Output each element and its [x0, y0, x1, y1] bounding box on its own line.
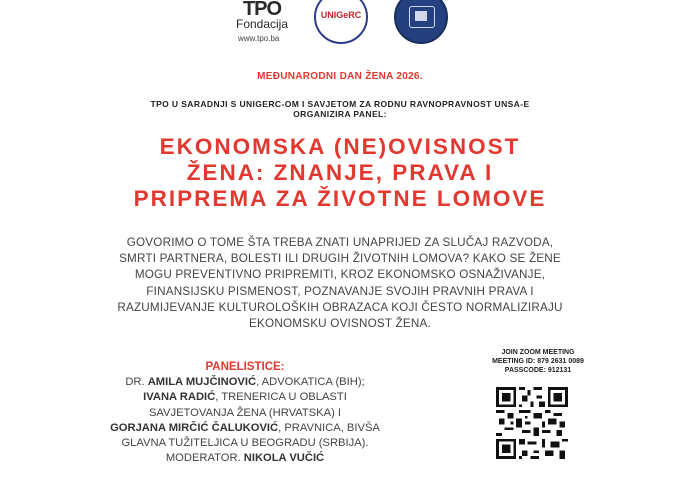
moderator: [80, 451, 410, 466]
qr-finder-top-left: [496, 387, 516, 407]
panelist-2-role-cont: SAVJETOVANJA ŽENA (HRVATSKA) I: [148, 406, 342, 419]
tpo-logo-name: Fondacija: [235, 17, 289, 31]
panelist-1-role: , ADVOKATICA (BIH);: [256, 376, 365, 389]
panelists-section: [80, 360, 410, 466]
zoom-info: [478, 348, 598, 375]
panelist-1-prefix: DR.: [125, 376, 145, 389]
description-line-4: FINANSIJSKU PISMENOST, POZNAVANJE SVOJIH PRAVNIH PRAVA I: [146, 284, 534, 298]
zoom-passcode: PASSCODE: 912131: [504, 367, 572, 374]
organizer-line-1: TPO U SARADNJI S UNIGERC-OM I SAVJETOM ZA RODNU RAVNOPRAVNOST UNSA-E: [150, 99, 530, 109]
organizer-line-2: ORGANIZIRA PANEL:: [293, 109, 387, 119]
panelist-3: [80, 421, 410, 436]
panelist-3-role: , PRAVNICA, BIVŠA: [278, 421, 380, 434]
panelist-1-name: AMILA MUJČINOVIĆ: [147, 376, 257, 389]
moderator-name: NIKOLA VUČIĆ: [243, 452, 325, 465]
qr-finder-bottom-left: [496, 439, 516, 459]
tpo-logo-mark: TPO: [242, 0, 282, 20]
panelist-2-name: IVANA RADIĆ: [143, 391, 216, 404]
unigerc-logo: [314, 0, 368, 44]
panelist-3-name: GORJANA MIRČIĆ ČALUKOVIĆ: [110, 421, 279, 434]
description-line-2: SMRTI PARTNERA, BOLESTI ILI DRUGIH ŽIVOTNIH LOMOVA? KAKO SE ŽENE: [119, 252, 561, 266]
organizer-text: [0, 99, 680, 119]
zoom-meeting-id: MEETING ID: 879 2631 0089: [492, 358, 584, 365]
building-icon: [415, 11, 427, 21]
description-line-1: GOVORIMO O TOME ŠTA TREBA ZNATI UNAPRIJED ZA SLUČAJ RAZVODA,: [126, 236, 554, 249]
title-line-3: PRIPREMA ZA ŽIVOTNE LOMOVE: [133, 186, 547, 211]
unigerc-logo-text: UNIGeRC: [320, 10, 362, 20]
description-line-5: RAZUMIJEVANJE KULTUROLOŠKIH OBRAZACA KOJI ČESTO NORMALIZIRAJU: [117, 300, 563, 314]
description-line-6: EKONOMSKU OVISNOST ŽENA.: [249, 317, 431, 331]
zoom-qr-code[interactable]: [496, 387, 568, 459]
zoom-join-label: JOIN ZOOM MEETING: [501, 349, 575, 356]
panelist-3-role-cont: GLAVNA TUŽITELJICA U BEOGRADU (SRBIJA).: [121, 437, 369, 450]
panelist-2: [80, 390, 410, 405]
panelist-1: [80, 375, 410, 390]
moderator-label: MODERATOR.: [165, 452, 241, 465]
event-description: [90, 235, 590, 332]
panel-title: [0, 134, 680, 212]
description-line-3: MOGU PREVENTIVNO PRIPREMITI, KROZ EKONOMSKO OSNAŽIVANJE,: [134, 268, 546, 282]
tpo-url: www.tpo.ba: [238, 34, 280, 43]
title-line-1: EKONOMSKA (NE)OVISNOST: [159, 134, 521, 159]
qr-finder-top-right: [548, 387, 568, 407]
event-date-line: MEĐUNARODNI DAN ŽENA 2026.: [257, 71, 423, 82]
unsa-seal-icon: [394, 0, 448, 44]
panelist-2-role: , TRENERICA U OBLASTI: [215, 391, 347, 404]
title-line-2: ŽENA: ZNANJE, PRAVA I: [186, 160, 494, 185]
panelists-heading: PANELISTICE:: [205, 361, 285, 373]
